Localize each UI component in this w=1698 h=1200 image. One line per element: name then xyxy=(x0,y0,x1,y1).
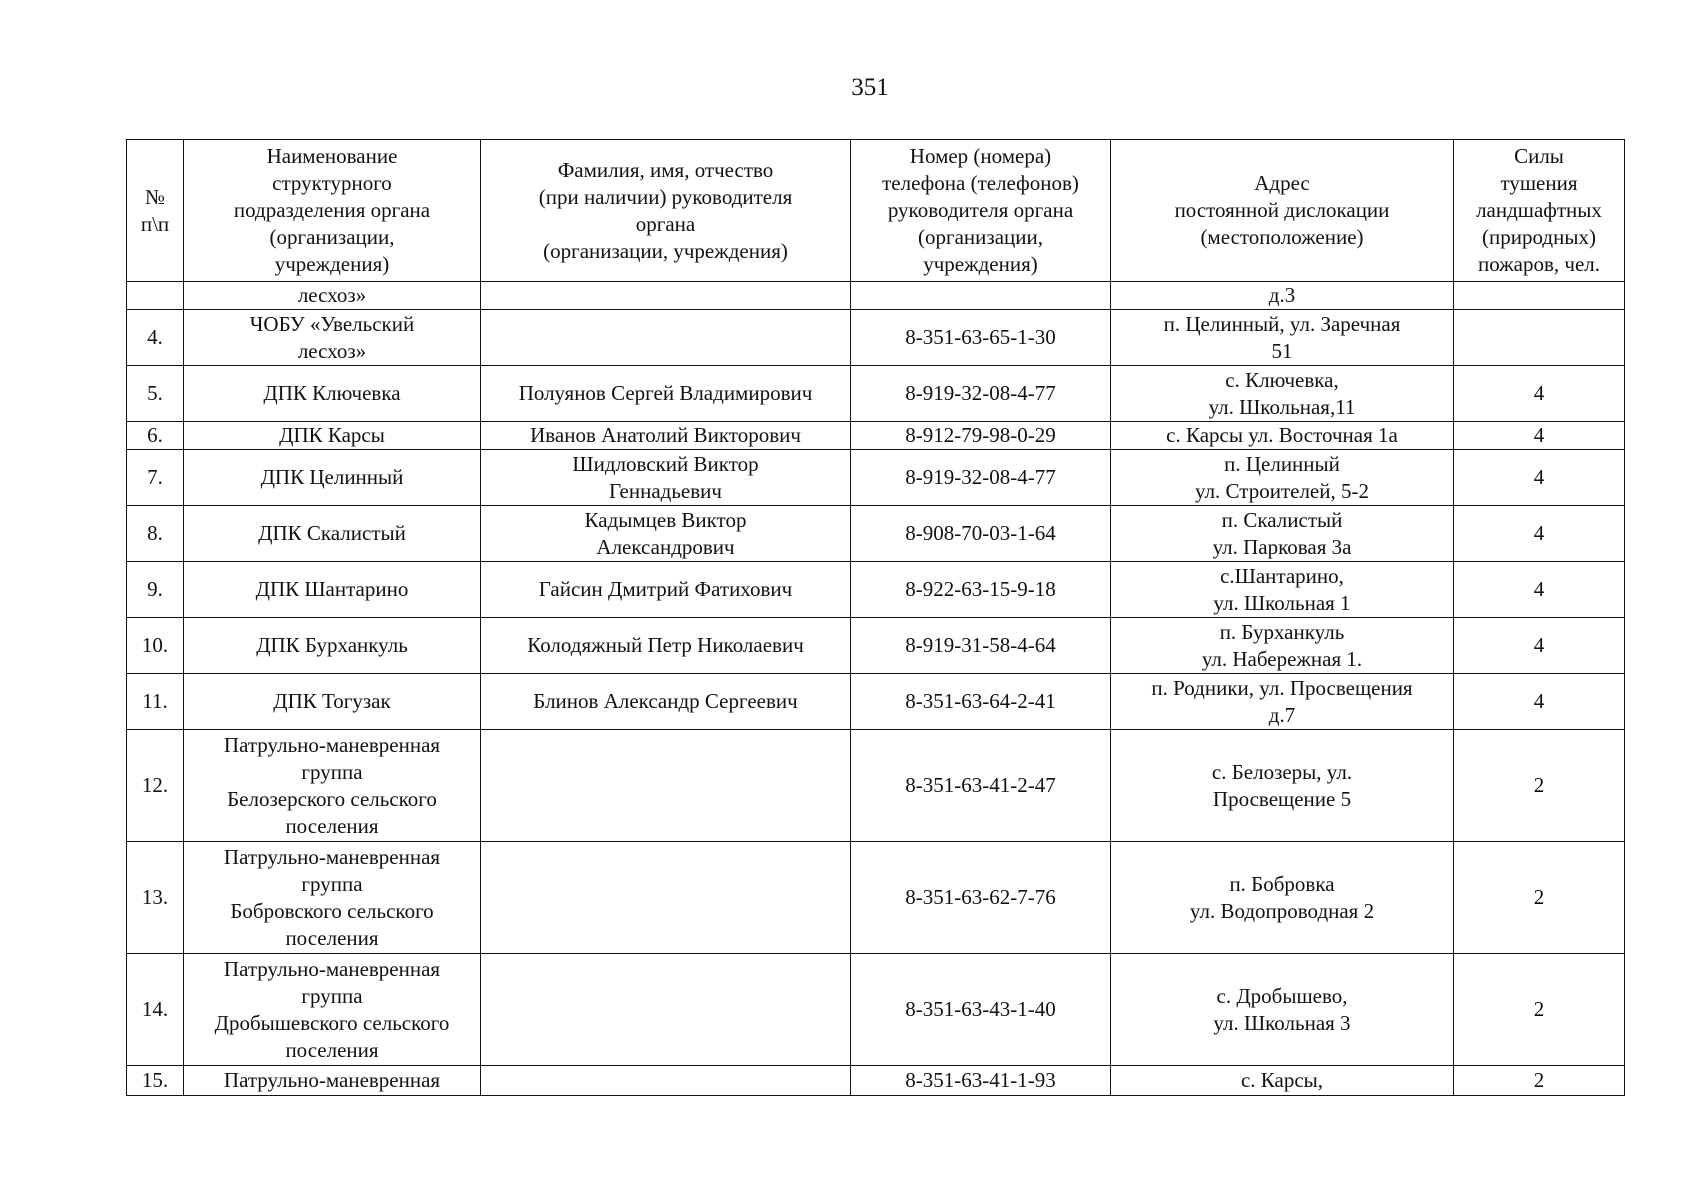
forces-count: 4 xyxy=(1454,618,1625,674)
col-number-header: № п\п xyxy=(127,140,184,282)
table-row xyxy=(127,310,1625,366)
address: с.Шантарино, ул. Школьная 1 xyxy=(1111,562,1454,618)
head-name xyxy=(481,310,851,366)
phone-number: 8-919-31-58-4-64 xyxy=(851,618,1111,674)
phone-number: 8-919-32-08-4-77 xyxy=(851,450,1111,506)
col-address-header: Адрес постоянной дислокации (местоположение) xyxy=(1111,140,1454,282)
address: п. Бурханкуль ул. Набережная 1. xyxy=(1111,618,1454,674)
phone-number: 8-351-63-64-2-41 xyxy=(851,674,1111,730)
units-table xyxy=(126,139,1625,1096)
phone-number: 8-912-79-98-0-29 xyxy=(851,422,1111,450)
row-number: 12. xyxy=(127,730,184,842)
forces-count xyxy=(1454,310,1625,366)
address: п. Скалистый ул. Парковая 3а xyxy=(1111,506,1454,562)
forces-count: 4 xyxy=(1454,450,1625,506)
unit-name: Патрульно-маневренная группа Белозерского сельского поселения xyxy=(184,730,481,842)
table-body xyxy=(127,282,1625,1096)
unit-name: ДПК Скалистый xyxy=(184,506,481,562)
address: п. Целинный, ул. Заречная 51 xyxy=(1111,310,1454,366)
forces-count: 2 xyxy=(1454,954,1625,1066)
unit-name: Патрульно-маневренная группа Дробышевского сельского поселения xyxy=(184,954,481,1066)
head-name xyxy=(481,730,851,842)
unit-name: ДПК Целинный xyxy=(184,450,481,506)
table-row xyxy=(127,674,1625,730)
unit-name: ЧОБУ «Увельский лесхоз» xyxy=(184,310,481,366)
table-row xyxy=(127,954,1625,1066)
forces-count: 4 xyxy=(1454,562,1625,618)
phone-number: 8-351-63-62-7-76 xyxy=(851,842,1111,954)
row-number: 10. xyxy=(127,618,184,674)
forces-count: 2 xyxy=(1454,842,1625,954)
head-name: Колодяжный Петр Николаевич xyxy=(481,618,851,674)
col-phone-header: Номер (номера) телефона (телефонов) руководителя органа (организации, учреждения) xyxy=(851,140,1111,282)
row-number: 6. xyxy=(127,422,184,450)
head-name: Кадымцев Виктор Александрович xyxy=(481,506,851,562)
head-name: Шидловский Виктор Геннадьевич xyxy=(481,450,851,506)
address: с. Ключевка, ул. Школьная,11 xyxy=(1111,366,1454,422)
col-unit-header: Наименование структурного подразделения органа (организации, учреждения) xyxy=(184,140,481,282)
row-number: 8. xyxy=(127,506,184,562)
table-row xyxy=(127,730,1625,842)
phone-number: 8-351-63-65-1-30 xyxy=(851,310,1111,366)
head-name xyxy=(481,842,851,954)
head-name xyxy=(481,282,851,310)
table-row xyxy=(127,506,1625,562)
phone-number: 8-351-63-41-2-47 xyxy=(851,730,1111,842)
phone-number: 8-351-63-43-1-40 xyxy=(851,954,1111,1066)
table-row xyxy=(127,618,1625,674)
unit-name: Патрульно-маневренная группа Бобровского сельского поселения xyxy=(184,842,481,954)
row-number xyxy=(127,282,184,310)
head-name: Иванов Анатолий Викторович xyxy=(481,422,851,450)
table-row xyxy=(127,562,1625,618)
row-number: 5. xyxy=(127,366,184,422)
table-row xyxy=(127,422,1625,450)
head-name xyxy=(481,954,851,1066)
head-name: Блинов Александр Сергеевич xyxy=(481,674,851,730)
unit-name: ДПК Тогузак xyxy=(184,674,481,730)
address: п. Целинный ул. Строителей, 5-2 xyxy=(1111,450,1454,506)
forces-count xyxy=(1454,282,1625,310)
phone-number: 8-922-63-15-9-18 xyxy=(851,562,1111,618)
address: с. Карсы, xyxy=(1111,1066,1454,1096)
table-row xyxy=(127,1066,1625,1096)
table-row xyxy=(127,282,1625,310)
col-head-header: Фамилия, имя, отчество (при наличии) руководителя органа (организации, учреждения) xyxy=(481,140,851,282)
forces-count: 4 xyxy=(1454,674,1625,730)
unit-name: ДПК Бурханкуль xyxy=(184,618,481,674)
unit-name: ДПК Карсы xyxy=(184,422,481,450)
address: с. Карсы ул. Восточная 1а xyxy=(1111,422,1454,450)
table-row xyxy=(127,450,1625,506)
unit-name: лесхоз» xyxy=(184,282,481,310)
forces-count: 4 xyxy=(1454,506,1625,562)
address: д.3 xyxy=(1111,282,1454,310)
row-number: 4. xyxy=(127,310,184,366)
unit-name: ДПК Шантарино xyxy=(184,562,481,618)
phone-number: 8-351-63-41-1-93 xyxy=(851,1066,1111,1096)
row-number: 9. xyxy=(127,562,184,618)
forces-count: 4 xyxy=(1454,366,1625,422)
row-number: 15. xyxy=(127,1066,184,1096)
table-row xyxy=(127,366,1625,422)
row-number: 13. xyxy=(127,842,184,954)
forces-count: 2 xyxy=(1454,1066,1625,1096)
address: п. Родники, ул. Просвещения д.7 xyxy=(1111,674,1454,730)
head-name: Гайсин Дмитрий Фатихович xyxy=(481,562,851,618)
address: с. Дробышево, ул. Школьная 3 xyxy=(1111,954,1454,1066)
phone-number xyxy=(851,282,1111,310)
address: с. Белозеры, ул. Просвещение 5 xyxy=(1111,730,1454,842)
unit-name: ДПК Ключевка xyxy=(184,366,481,422)
col-forces-header: Силы тушения ландшафтных (природных) пожаров, чел. xyxy=(1454,140,1625,282)
phone-number: 8-919-32-08-4-77 xyxy=(851,366,1111,422)
header-row xyxy=(127,140,1625,282)
row-number: 7. xyxy=(127,450,184,506)
head-name: Полуянов Сергей Владимирович xyxy=(481,366,851,422)
table-row xyxy=(127,842,1625,954)
phone-number: 8-908-70-03-1-64 xyxy=(851,506,1111,562)
forces-count: 2 xyxy=(1454,730,1625,842)
unit-name: Патрульно-маневренная xyxy=(184,1066,481,1096)
row-number: 11. xyxy=(127,674,184,730)
row-number: 14. xyxy=(127,954,184,1066)
address: п. Бобровка ул. Водопроводная 2 xyxy=(1111,842,1454,954)
page-number: 351 xyxy=(851,74,889,101)
head-name xyxy=(481,1066,851,1096)
forces-count: 4 xyxy=(1454,422,1625,450)
